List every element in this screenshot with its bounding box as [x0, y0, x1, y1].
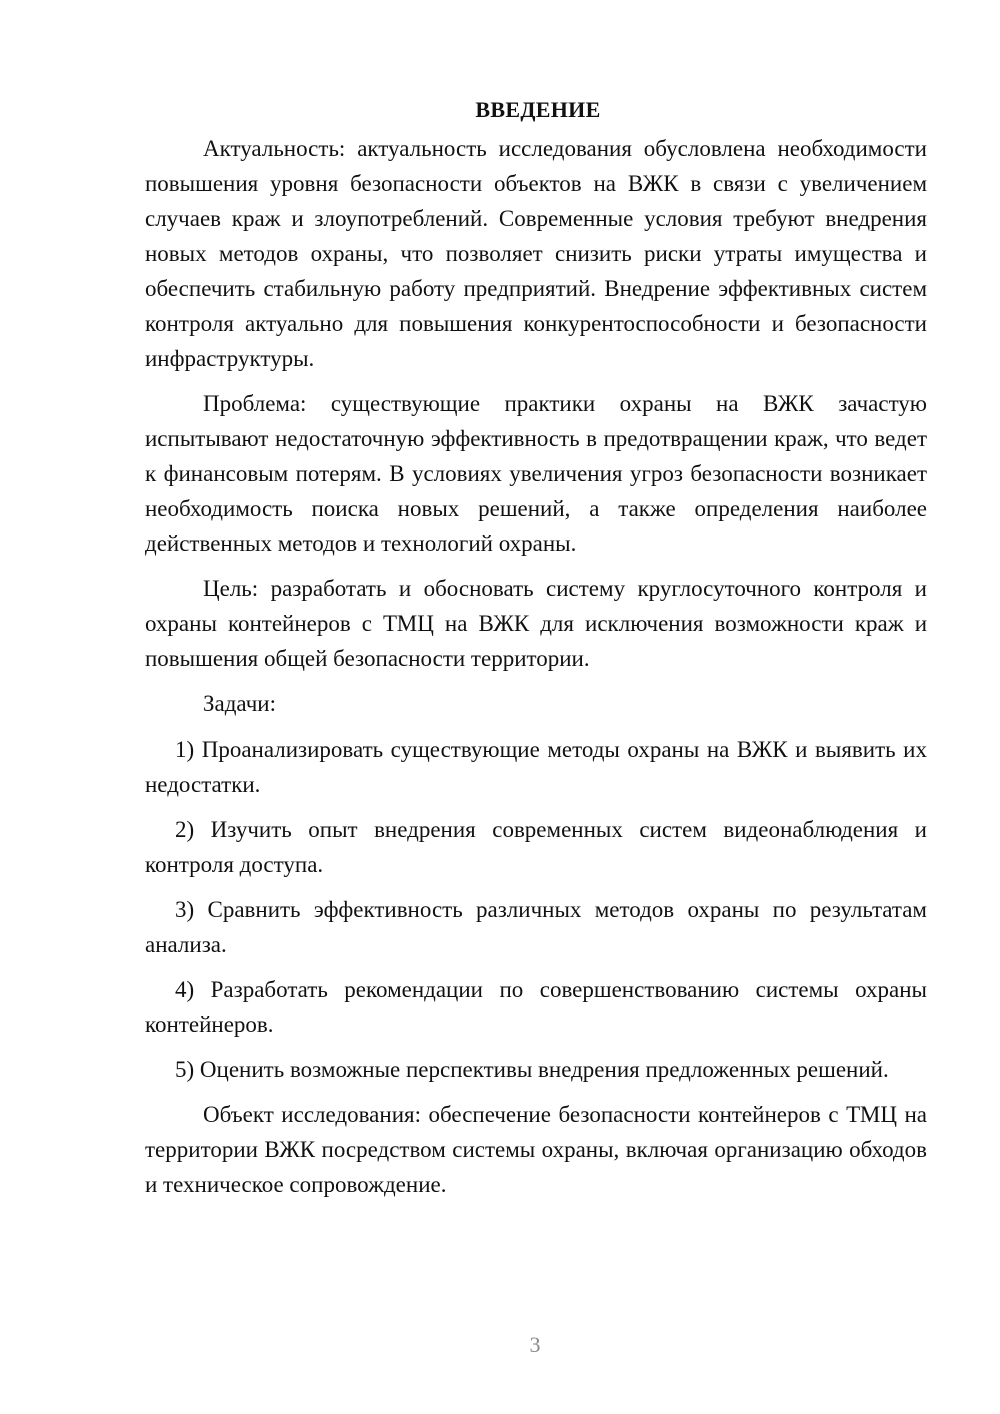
task-item: 1) Проанализировать существующие методы охраны на ВЖК и выявить их недостатки. [145, 737, 927, 797]
tasks-list [145, 732, 927, 1087]
task-item: 5) Оценить возможные перспективы внедрения предложенных решений. [175, 1057, 889, 1082]
document-body [145, 92, 927, 1212]
section-heading: ВВЕДЕНИЕ [475, 97, 601, 122]
task-item: 3) Сравнить эффективность различных методов охраны по результатам анализа. [145, 897, 927, 957]
page-number: 3 [529, 1332, 541, 1357]
tasks-title: Задачи: [203, 691, 276, 716]
paragraph-relevance: Актуальность: актуальность исследования обусловлена необходимости повышения уровня безопасности объектов на ВЖК в связи с увеличением случаев краж и злоупотреблений. Современные условия требуют внедрения новых методов охраны, что позволяет снизить риски утраты имущества и обеспечить стабильную работу предприятий. Внедрение эффективных систем контроля актуально для повышения конкурентоспособности и безопасности инфраструктуры. [145, 136, 927, 371]
paragraph-goal: Цель: разработать и обосновать систему круглосуточного контроля и охраны контейнеров с ТМЦ на ВЖК для исключения возможности краж и повышения общей безопасности территории. [145, 576, 927, 671]
paragraph-problem: Проблема: существующие практики охраны на ВЖК зачастую испытывают недостаточную эффективность в предотвращении краж, что ведет к финансовым потерям. В условиях увеличения угроз безопасности возникает необходимость поиска новых решений, а также определения наиболее действенных методов и технологий охраны. [145, 391, 927, 556]
paragraph-object: Объект исследования: обеспечение безопасности контейнеров с ТМЦ на территории ВЖК посредством системы охраны, включая организацию обходов и техническое сопровождение. [145, 1102, 927, 1197]
task-item: 4) Разработать рекомендации по совершенствованию системы охраны контейнеров. [145, 977, 927, 1037]
task-item: 2) Изучить опыт внедрения современных систем видеонаблюдения и контроля доступа. [145, 817, 927, 877]
